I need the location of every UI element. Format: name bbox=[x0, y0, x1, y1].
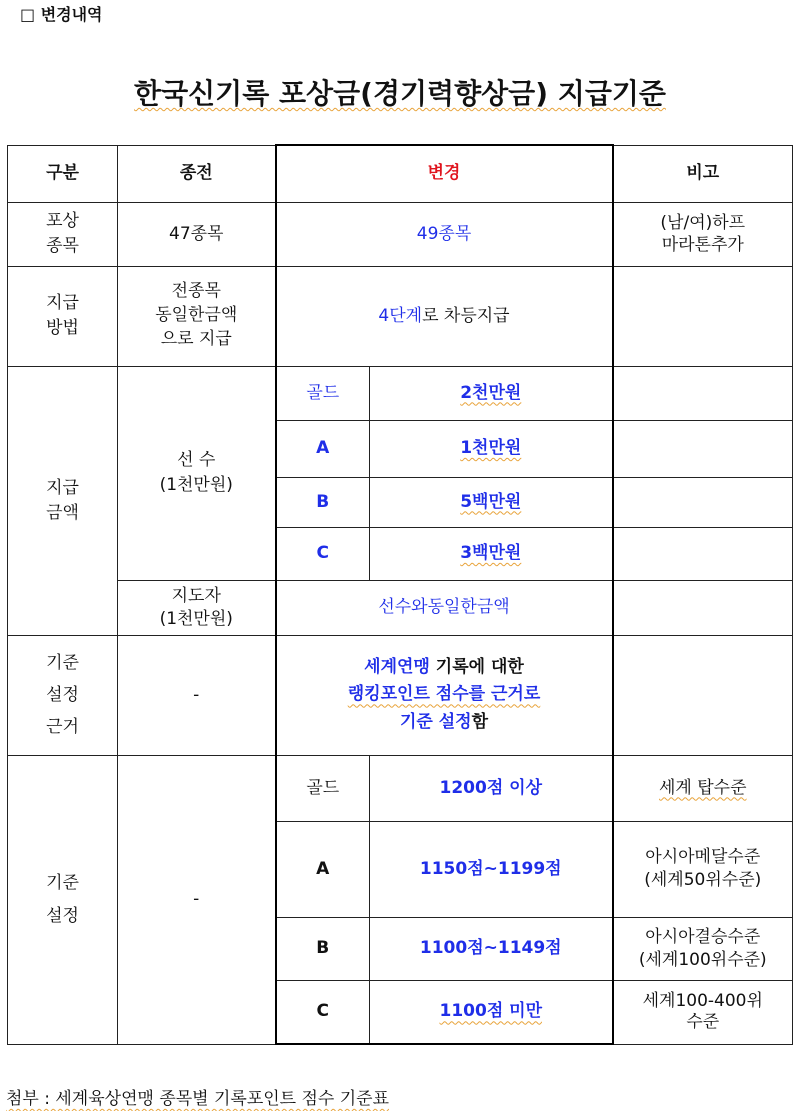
row-basis bbox=[8, 635, 793, 755]
amount-value: 2천만원 bbox=[370, 366, 613, 420]
basis-new bbox=[276, 635, 613, 755]
amount-grade: A bbox=[276, 420, 370, 477]
amount-note bbox=[613, 527, 793, 580]
criteria-value: 1100점 미만 bbox=[370, 980, 613, 1044]
amount-grade: B bbox=[276, 477, 370, 527]
basis-note bbox=[613, 635, 793, 755]
criteria-value: 1100점~1149점 bbox=[370, 917, 613, 980]
sports-label: 포상 종목 bbox=[8, 202, 118, 266]
amount-label: 지급 금액 bbox=[8, 366, 118, 635]
criteria-grade: A bbox=[276, 821, 370, 917]
sports-note: (남/여)하프 마라톤추가 bbox=[613, 202, 793, 266]
attachment-note: 첨부 : 세계육상연맹 종목별 기록포인트 점수 기준표 bbox=[6, 1089, 390, 1109]
amount-grade: C bbox=[276, 527, 370, 580]
criteria-note: 세계 탑수준 bbox=[613, 755, 793, 821]
amount-row-coach bbox=[8, 580, 793, 635]
criteria-grade: B bbox=[276, 917, 370, 980]
criteria-note: 아시아결승수준 (세계100위수준) bbox=[613, 917, 793, 980]
criteria-value: 1200점 이상 bbox=[370, 755, 613, 821]
criteria-grade: 골드 bbox=[276, 755, 370, 821]
amount-value: 1천만원 bbox=[370, 420, 613, 477]
method-new: 4단계로 차등지급 bbox=[276, 266, 613, 366]
method-label: 지급 방법 bbox=[8, 266, 118, 366]
basis-old: - bbox=[118, 635, 276, 755]
athlete-old: 선 수 (1천만원) bbox=[118, 366, 276, 580]
criteria-note: 세계100-400위 수준 bbox=[613, 980, 793, 1044]
row-method bbox=[8, 266, 793, 366]
page-title: 한국신기록 포상금(경기력향상금) 지급기준 bbox=[134, 77, 666, 110]
basis-line-3: 기준 설정함 bbox=[399, 711, 489, 732]
coach-new: 선수와동일한금액 bbox=[276, 580, 613, 635]
header-row bbox=[8, 145, 793, 202]
amount-note bbox=[613, 420, 793, 477]
sports-new: 49종목 bbox=[276, 202, 613, 266]
amount-value: 5백만원 bbox=[370, 477, 613, 527]
method-old: 전종목 동일한금액 으로 지급 bbox=[118, 266, 276, 366]
basis-line-2: 랭킹포인트 점수를 근거로 bbox=[347, 684, 541, 705]
row-sports bbox=[8, 202, 793, 266]
method-note bbox=[613, 266, 793, 366]
basis-label: 기준 설정 근거 bbox=[8, 635, 118, 755]
amount-grade: 골드 bbox=[276, 366, 370, 420]
header-previous: 종전 bbox=[118, 145, 276, 202]
amount-note bbox=[613, 477, 793, 527]
criteria-table bbox=[7, 144, 793, 1045]
amount-value: 3백만원 bbox=[370, 527, 613, 580]
criteria-old: - bbox=[118, 755, 276, 1044]
amount-note bbox=[613, 366, 793, 420]
criteria-grade: C bbox=[276, 980, 370, 1044]
sports-old: 47종목 bbox=[118, 202, 276, 266]
amount-row-gold bbox=[8, 366, 793, 420]
coach-note bbox=[613, 580, 793, 635]
coach-old: 지도자 (1천만원) bbox=[118, 580, 276, 635]
criteria-label: 기준 설정 bbox=[8, 755, 118, 1044]
criteria-note: 아시아메달수준 (세계50위수준) bbox=[613, 821, 793, 917]
basis-line-1: 세계연맹 기록에 대한 bbox=[364, 657, 524, 678]
section-marker: □ 변경내역 bbox=[20, 5, 103, 24]
criteria-row-gold bbox=[8, 755, 793, 821]
criteria-value: 1150점~1199점 bbox=[370, 821, 613, 917]
header-category: 구분 bbox=[8, 145, 118, 202]
header-changed: 변경 bbox=[276, 145, 613, 202]
header-remarks: 비고 bbox=[613, 145, 793, 202]
